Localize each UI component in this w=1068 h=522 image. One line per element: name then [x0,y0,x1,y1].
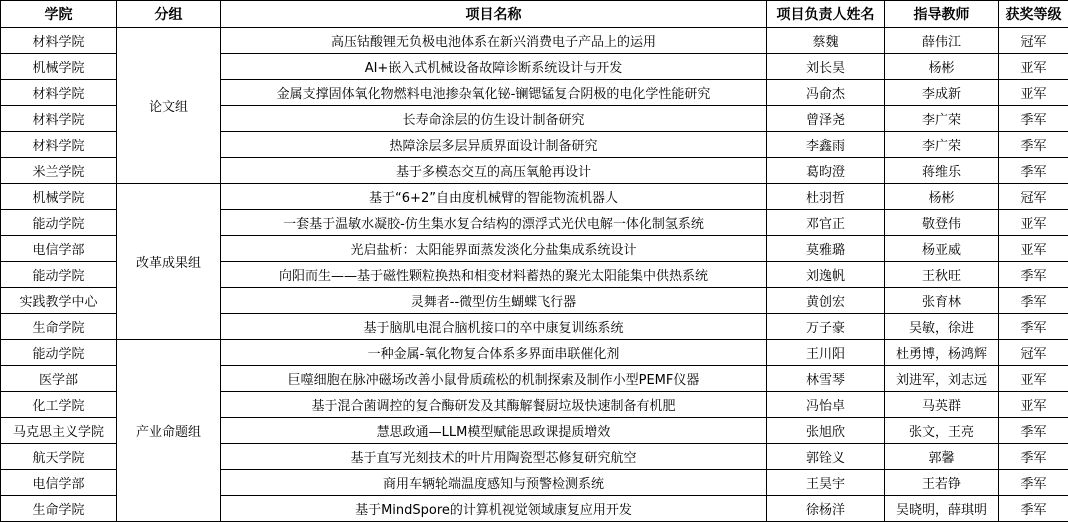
cell-leader: 冯怡卓 [767,392,885,418]
cell-group: 改革成果组 [117,184,221,340]
cell-advisor: 杨彬 [885,184,999,210]
cell-advisor: 张育林 [885,288,999,314]
cell-leader: 葛昀澄 [767,158,885,184]
cell-group: 论文组 [117,28,221,184]
cell-college: 材料学院 [1,80,117,106]
cell-advisor: 王若铮 [885,470,999,496]
cell-advisor: 张文，王亮 [885,418,999,444]
cell-leader: 曾泽尧 [767,106,885,132]
header-group: 分组 [117,1,221,28]
header-project: 项目名称 [221,1,767,28]
cell-project: 基于“6+2”自由度机械臂的智能物流机器人 [221,184,767,210]
cell-college: 航天学院 [1,444,117,470]
cell-college: 米兰学院 [1,158,117,184]
cell-advisor: 杨亚威 [885,236,999,262]
cell-college: 能动学院 [1,210,117,236]
cell-award: 亚军 [999,80,1068,106]
cell-advisor: 李成新 [885,80,999,106]
cell-leader: 林雪琴 [767,366,885,392]
cell-college: 电信学部 [1,236,117,262]
cell-college: 化工学院 [1,392,117,418]
cell-college: 能动学院 [1,262,117,288]
cell-project: 长寿命涂层的仿生设计制备研究 [221,106,767,132]
cell-advisor: 王秋旺 [885,262,999,288]
cell-leader: 李鑫雨 [767,132,885,158]
cell-leader: 莫雅璐 [767,236,885,262]
header-advisor: 指导教师 [885,1,999,28]
cell-project: 高压钴酸锂无负极电池体系在新兴消费电子产品上的运用 [221,28,767,54]
cell-award: 季军 [999,106,1068,132]
cell-leader: 邓官正 [767,210,885,236]
cell-advisor: 吴敏，徐进 [885,314,999,340]
cell-award: 季军 [999,470,1068,496]
cell-college: 材料学院 [1,132,117,158]
cell-advisor: 杨彬 [885,54,999,80]
cell-award: 季军 [999,496,1068,522]
cell-leader: 杜羽哲 [767,184,885,210]
cell-project: 基于多模态交互的高压氧舱再设计 [221,158,767,184]
cell-project: 基于MindSpore的计算机视觉领域康复应用开发 [221,496,767,522]
cell-college: 机械学院 [1,54,117,80]
cell-leader: 冯俞杰 [767,80,885,106]
cell-award: 亚军 [999,366,1068,392]
cell-leader: 刘逸帆 [767,262,885,288]
cell-award: 季军 [999,132,1068,158]
cell-award: 冠军 [999,184,1068,210]
cell-college: 生命学院 [1,314,117,340]
cell-college: 能动学院 [1,340,117,366]
cell-award: 亚军 [999,236,1068,262]
cell-advisor: 李广荣 [885,132,999,158]
cell-leader: 王昊宇 [767,470,885,496]
cell-leader: 王川阳 [767,340,885,366]
cell-award: 亚军 [999,54,1068,80]
cell-award: 季军 [999,314,1068,340]
cell-project: 灵舞者--微型仿生蝴蝶飞行器 [221,288,767,314]
cell-advisor: 吴晓明，薛琪明 [885,496,999,522]
cell-advisor: 马英群 [885,392,999,418]
cell-leader: 蔡魏 [767,28,885,54]
cell-award: 冠军 [999,28,1068,54]
cell-advisor: 刘进军，刘志远 [885,366,999,392]
cell-college: 实践教学中心 [1,288,117,314]
table-row [1,184,1068,210]
cell-project: 金属支撑固体氧化物燃料电池掺杂氧化铋-镧锶锰复合阴极的电化学性能研究 [221,80,767,106]
cell-group: 产业命题组 [117,340,221,522]
cell-advisor: 蒋维乐 [885,158,999,184]
cell-award: 季军 [999,158,1068,184]
cell-advisor: 郭馨 [885,444,999,470]
cell-leader: 万子豪 [767,314,885,340]
header-leader: 项目负责人姓名 [767,1,885,28]
cell-college: 医学部 [1,366,117,392]
cell-college: 生命学院 [1,496,117,522]
header-college: 学院 [1,1,117,28]
cell-project: 一种金属-氧化物复合体系多界面串联催化剂 [221,340,767,366]
cell-project: 热障涂层多层异质界面设计制备研究 [221,132,767,158]
cell-leader: 张旭欣 [767,418,885,444]
cell-college: 材料学院 [1,28,117,54]
cell-project: 商用车辆轮端温度感知与预警检测系统 [221,470,767,496]
cell-project: 基于直写光刻技术的叶片用陶瓷型芯修复研究航空 [221,444,767,470]
header-award: 获奖等级 [999,1,1068,28]
cell-leader: 郭铨义 [767,444,885,470]
cell-project: 基于混合菌调控的复合酶研发及其酶解餐厨垃圾快速制备有机肥 [221,392,767,418]
cell-project: 慧思政通—LLM模型赋能思政课提质增效 [221,418,767,444]
cell-award: 亚军 [999,210,1068,236]
cell-leader: 黄创宏 [767,288,885,314]
cell-project: 一套基于温敏水凝胶-仿生集水复合结构的漂浮式光伏电解一体化制氢系统 [221,210,767,236]
cell-award: 季军 [999,444,1068,470]
table-row [1,28,1068,54]
cell-project: 巨噬细胞在脉冲磁场改善小鼠骨质疏松的机制探索及制作小型PEMF仪器 [221,366,767,392]
cell-leader: 徐杨洋 [767,496,885,522]
table-row [1,340,1068,366]
cell-advisor: 敬登伟 [885,210,999,236]
cell-project: 基于脑肌电混合脑机接口的卒中康复训练系统 [221,314,767,340]
cell-award: 冠军 [999,340,1068,366]
cell-award: 季军 [999,288,1068,314]
cell-project: 向阳而生——基于磁性颗粒换热和相变材料蓄热的聚光太阳能集中供热系统 [221,262,767,288]
cell-project: AI+嵌入式机械设备故障诊断系统设计与开发 [221,54,767,80]
cell-college: 材料学院 [1,106,117,132]
cell-advisor: 薛伟江 [885,28,999,54]
cell-college: 马克思主义学院 [1,418,117,444]
cell-advisor: 杜勇博，杨鸿辉 [885,340,999,366]
cell-leader: 刘长昊 [767,54,885,80]
table-body [1,28,1068,522]
cell-project: 光启盐析：太阳能界面蒸发淡化分盐集成系统设计 [221,236,767,262]
cell-award: 季军 [999,262,1068,288]
cell-college: 机械学院 [1,184,117,210]
cell-award: 亚军 [999,392,1068,418]
header-row [1,1,1068,28]
cell-college: 电信学部 [1,470,117,496]
cell-award: 季军 [999,418,1068,444]
cell-advisor: 李广荣 [885,106,999,132]
table-header [1,1,1068,28]
